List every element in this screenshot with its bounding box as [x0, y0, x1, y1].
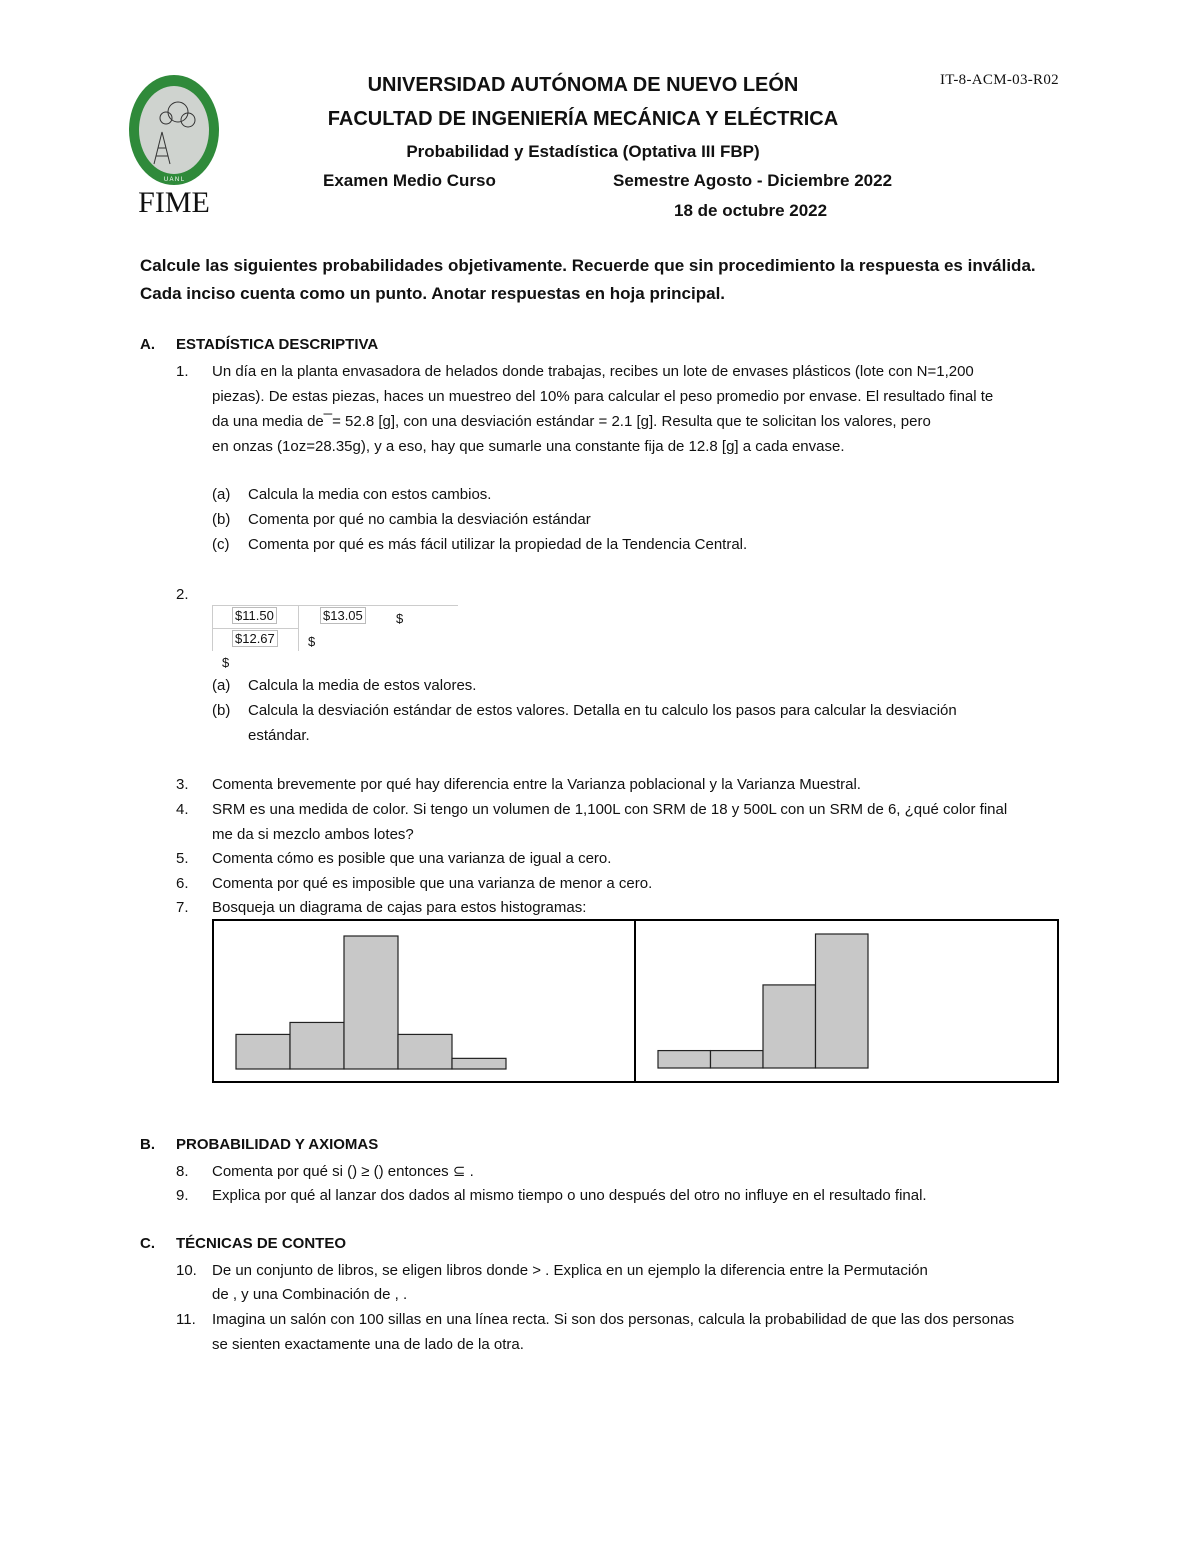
- histogram-right-bar-3: [763, 985, 816, 1068]
- sub-text: Comenta por qué no cambia la desviación estándar: [248, 511, 591, 528]
- question-number: 10.: [176, 1262, 197, 1279]
- question-number: 9.: [176, 1187, 189, 1204]
- question-number: 7.: [176, 899, 189, 916]
- histogram-left-bar-5: [452, 1058, 506, 1069]
- table-rule: [212, 605, 458, 606]
- exam-date: 18 de octubre 2022: [674, 201, 828, 220]
- question-line: en onzas (1oz=28.35g), y a eso, hay que sumarle una constante fija de 12.8 [g] a cada envase.: [212, 438, 845, 455]
- sub-label: (b): [212, 511, 231, 528]
- question-text: Comenta por qué si () ≥ () entonces ⊆ .: [212, 1163, 474, 1180]
- price-cell: $13.05: [320, 607, 366, 624]
- price-cell: $12.67: [232, 630, 278, 647]
- question-number: 11.: [176, 1311, 196, 1328]
- semester-label: Semestre Agosto - Diciembre 2022: [613, 171, 893, 190]
- university-title: UNIVERSIDAD AUTÓNOMA DE NUEVO LEÓN: [367, 74, 799, 96]
- question-text: Comenta por qué es imposible que una varianza de menor a cero.: [212, 875, 653, 892]
- question-line: da una media de ̅ = 52.8 [g], con una desviación estándar = 2.1 [g]. Resulta que te solicitan los valores, pero: [212, 413, 931, 430]
- question-number: 8.: [176, 1163, 189, 1180]
- question-text: de , y una Combinación de , .: [212, 1286, 408, 1303]
- form-code: IT-8-ACM-03-R02: [940, 72, 1059, 88]
- course-title: Probabilidad y Estadística (Optativa III FBP): [406, 142, 760, 161]
- histogram-right: [658, 934, 868, 1068]
- table-rule: [212, 628, 298, 629]
- table-rule: [298, 605, 299, 651]
- sub-text: Calcula la media con estos cambios.: [248, 486, 492, 503]
- price-cell: $: [308, 634, 316, 649]
- section-letter: C.: [140, 1235, 155, 1252]
- histogram-left-bar-1: [236, 1034, 290, 1069]
- question-line: Un día en la planta envasadora de helados donde trabajas, recibes un lote de envases plásticos (lote con N=1,200: [212, 363, 974, 380]
- section-letter: B.: [140, 1136, 155, 1153]
- sub-text: Calcula la media de estos valores.: [248, 677, 477, 694]
- section-a-heading: [140, 336, 378, 353]
- section-title: ESTADÍSTICA DESCRIPTIVA: [176, 336, 379, 353]
- histogram-left-bar-4: [398, 1034, 452, 1069]
- sub-text: Calcula la desviación estándar de estos valores. Detalla en tu calculo los pasos para calcular la desviación: [248, 702, 957, 719]
- question-1: [176, 359, 1066, 459]
- faculty-title: FACULTAD DE INGENIERÍA MECÁNICA Y ELÉCTRICA: [327, 108, 839, 130]
- question-text: De un conjunto de libros, se eligen libros donde > . Explica en un ejemplo la diferencia entre la Permutación: [212, 1262, 928, 1279]
- question-text: Bosqueja un diagrama de cajas para estos histogramas:: [212, 899, 587, 916]
- exam-title: Examen Medio Curso: [323, 171, 496, 190]
- question-number: 3.: [176, 776, 189, 793]
- histogram-right-bar-1: [658, 1051, 711, 1068]
- histogram-left-bar-3: [344, 936, 398, 1069]
- question-number: 6.: [176, 875, 189, 892]
- question-number: 5.: [176, 850, 189, 867]
- question-line: piezas). De estas piezas, haces un muestreo del 10% para calcular el peso promedio por envase. El resultado final te: [212, 388, 994, 405]
- table-rule: [212, 605, 213, 651]
- sub-text: estándar.: [248, 727, 310, 744]
- question-text: Comenta cómo es posible que una varianza de igual a cero.: [212, 850, 612, 867]
- histogram-right-bar-4: [816, 934, 869, 1068]
- svg-text:U A N L: U A N L: [163, 177, 185, 183]
- histograms-svg: [212, 919, 1059, 1083]
- histogram-left: [236, 936, 506, 1069]
- price-cell: $11.50: [232, 607, 277, 624]
- question-2: [176, 582, 1066, 607]
- instruction-line: Cada inciso cuenta como un punto. Anotar respuestas en hoja principal.: [140, 284, 726, 303]
- price-cell: $: [396, 611, 404, 626]
- instruction-line: Calcule las siguientes probabilidades objetivamente. Recuerde que sin procedimiento la respuesta es inválida.: [140, 256, 1036, 275]
- sub-label: (b): [212, 702, 231, 719]
- question-text: Comenta brevemente por qué hay diferencia entre la Varianza poblacional y la Varianza Muestral.: [212, 776, 861, 793]
- svg-text:FIME: FIME: [138, 186, 210, 219]
- price-cell: $: [222, 655, 230, 670]
- question-number: 4.: [176, 801, 189, 818]
- question-text: Imagina un salón con 100 sillas en una línea recta. Si son dos personas, calcula la probabilidad de que las dos personas: [212, 1311, 1015, 1328]
- histogram-right-bar-2: [711, 1051, 764, 1068]
- question-number: 2.: [176, 586, 189, 603]
- sub-label: (a): [212, 486, 231, 503]
- section-title: TÉCNICAS DE CONTEO: [176, 1235, 347, 1252]
- question-text: se sienten exactamente una de lado de la otra.: [212, 1336, 524, 1353]
- sub-text: Comenta por qué es más fácil utilizar la propiedad de la Tendencia Central.: [248, 536, 748, 553]
- question-text: me da si mezclo ambos lotes?: [212, 826, 414, 843]
- section-title: PROBABILIDAD Y AXIOMAS: [176, 1136, 379, 1153]
- question-number: 1.: [176, 363, 189, 380]
- question-text: SRM es una medida de color. Si tengo un volumen de 1,100L con SRM de 18 y 500L con un SRM de 6, ¿qué color final: [212, 801, 1008, 818]
- sub-label: (c): [212, 536, 230, 553]
- section-c-heading: [140, 1235, 346, 1252]
- sub-label: (a): [212, 677, 231, 694]
- histogram-left-bar-2: [290, 1022, 344, 1069]
- instructions: [140, 252, 1070, 308]
- section-letter: A.: [140, 336, 155, 353]
- question-text: Explica por qué al lanzar dos dados al mismo tiempo o uno después del otro no influye en el resultado final.: [212, 1187, 927, 1204]
- section-b-heading: [140, 1136, 378, 1153]
